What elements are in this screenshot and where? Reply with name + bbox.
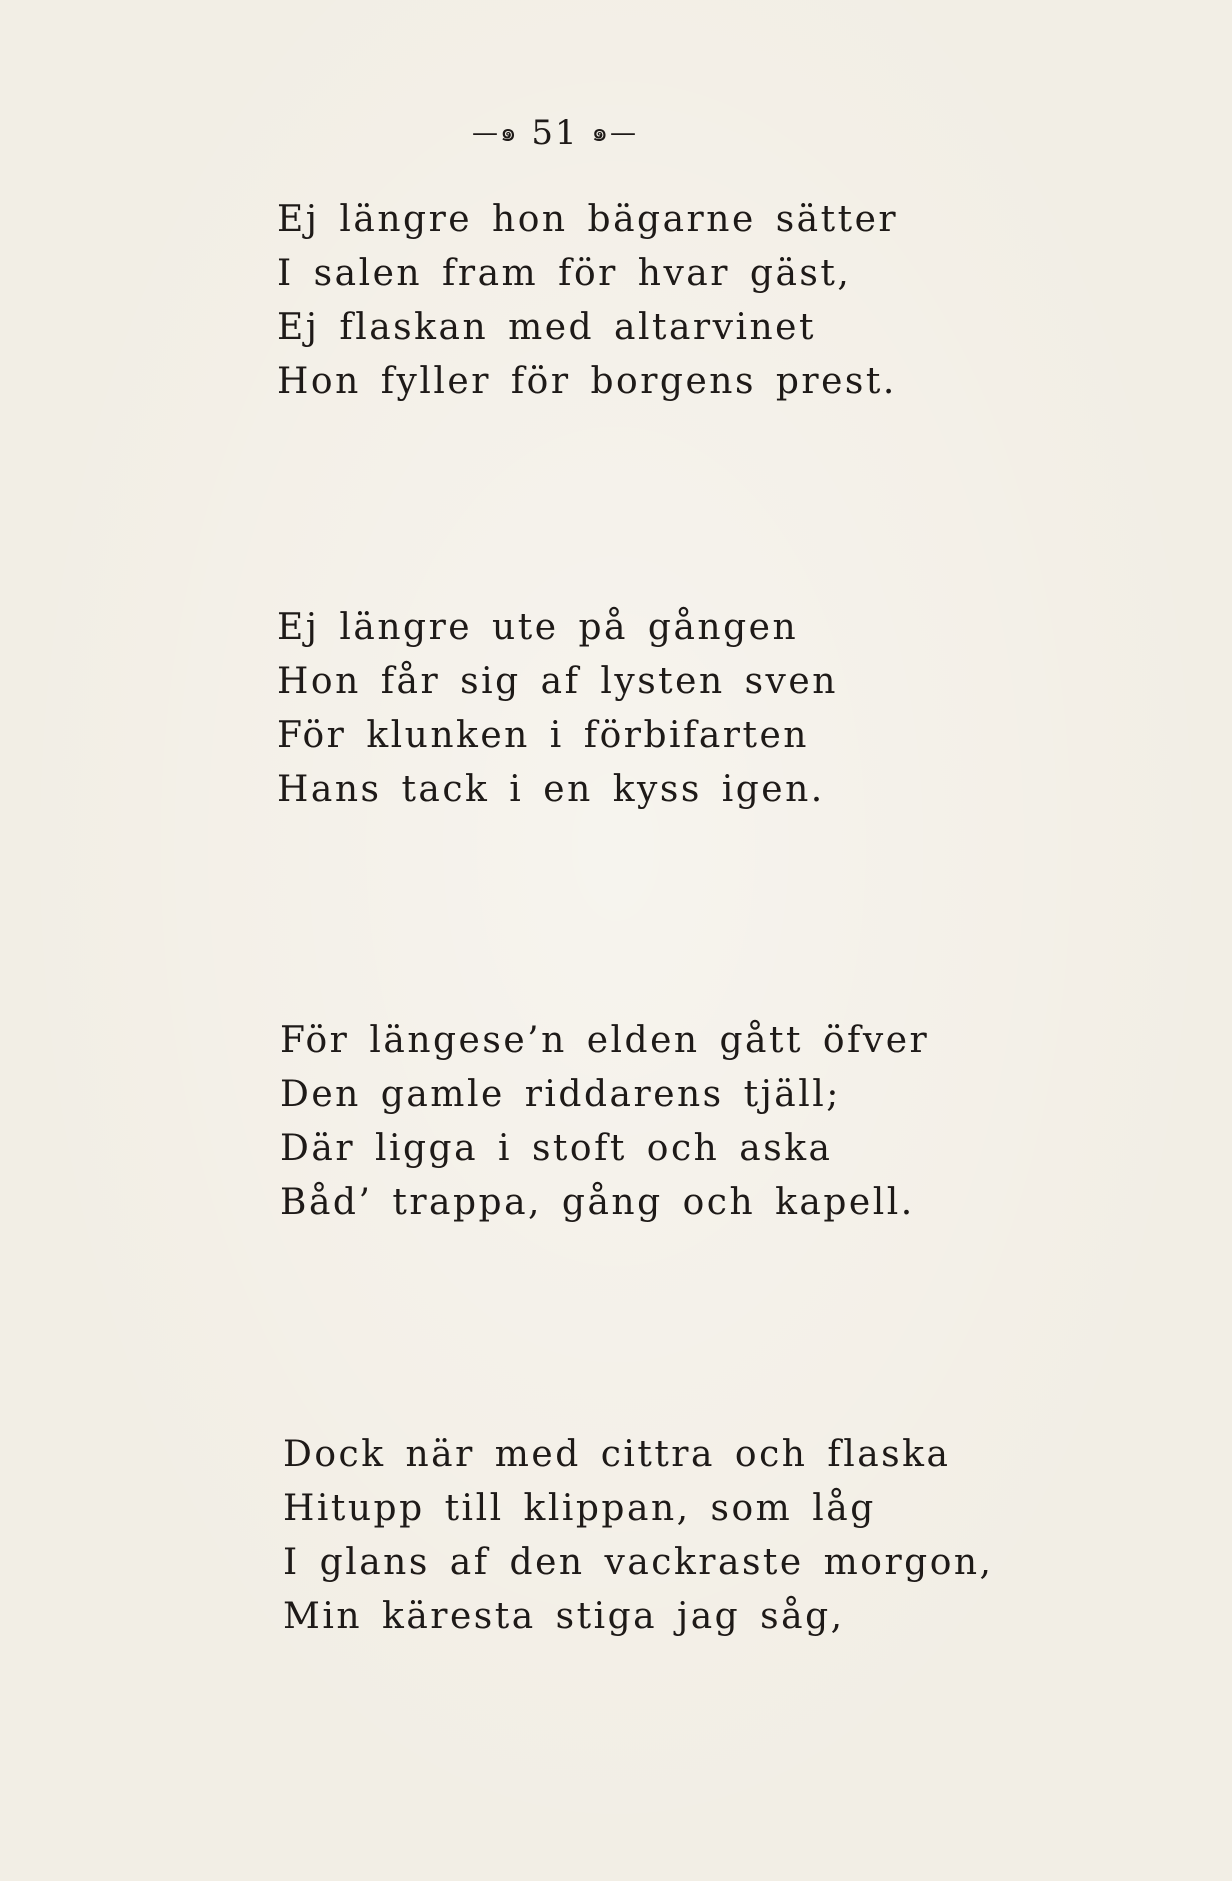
page-number-value: 51 xyxy=(531,113,579,153)
verse-line: Hon fyller för borgens prest. xyxy=(277,361,897,402)
verse-line: Hitupp till klippan, som låg xyxy=(283,1488,876,1529)
verse-line: I salen fram för hvar gäst, xyxy=(277,253,852,294)
verse-line: För klunken i förbifarten xyxy=(277,715,809,756)
verse-line: Min käresta stiga jag såg, xyxy=(283,1596,845,1637)
verse-line: Dock när med cittra och flaska xyxy=(283,1434,951,1475)
verse-line: Hans tack i en kyss igen. xyxy=(277,769,825,810)
left-ornament: —๑ xyxy=(472,118,519,148)
verse-line: Hon får sig af lysten sven xyxy=(277,661,838,702)
verse-line: Ej längre ute på gången xyxy=(277,607,799,648)
verse-line: För längese’n elden gått öfver xyxy=(280,1020,930,1061)
verse-line: Där ligga i stoft och aska xyxy=(280,1128,833,1169)
verse-line: Den gamle riddarens tjäll; xyxy=(280,1074,841,1115)
verse-line: I glans af den vackraste morgon, xyxy=(283,1542,994,1583)
right-ornament: ๑— xyxy=(591,118,638,148)
page-number xyxy=(460,112,650,153)
verse-line: Båd’ trappa, gång och kapell. xyxy=(280,1182,915,1223)
verse-line: Ej flaskan med altarvinet xyxy=(277,307,816,348)
verse-line: Ej längre hon bägarne sätter xyxy=(277,199,899,240)
